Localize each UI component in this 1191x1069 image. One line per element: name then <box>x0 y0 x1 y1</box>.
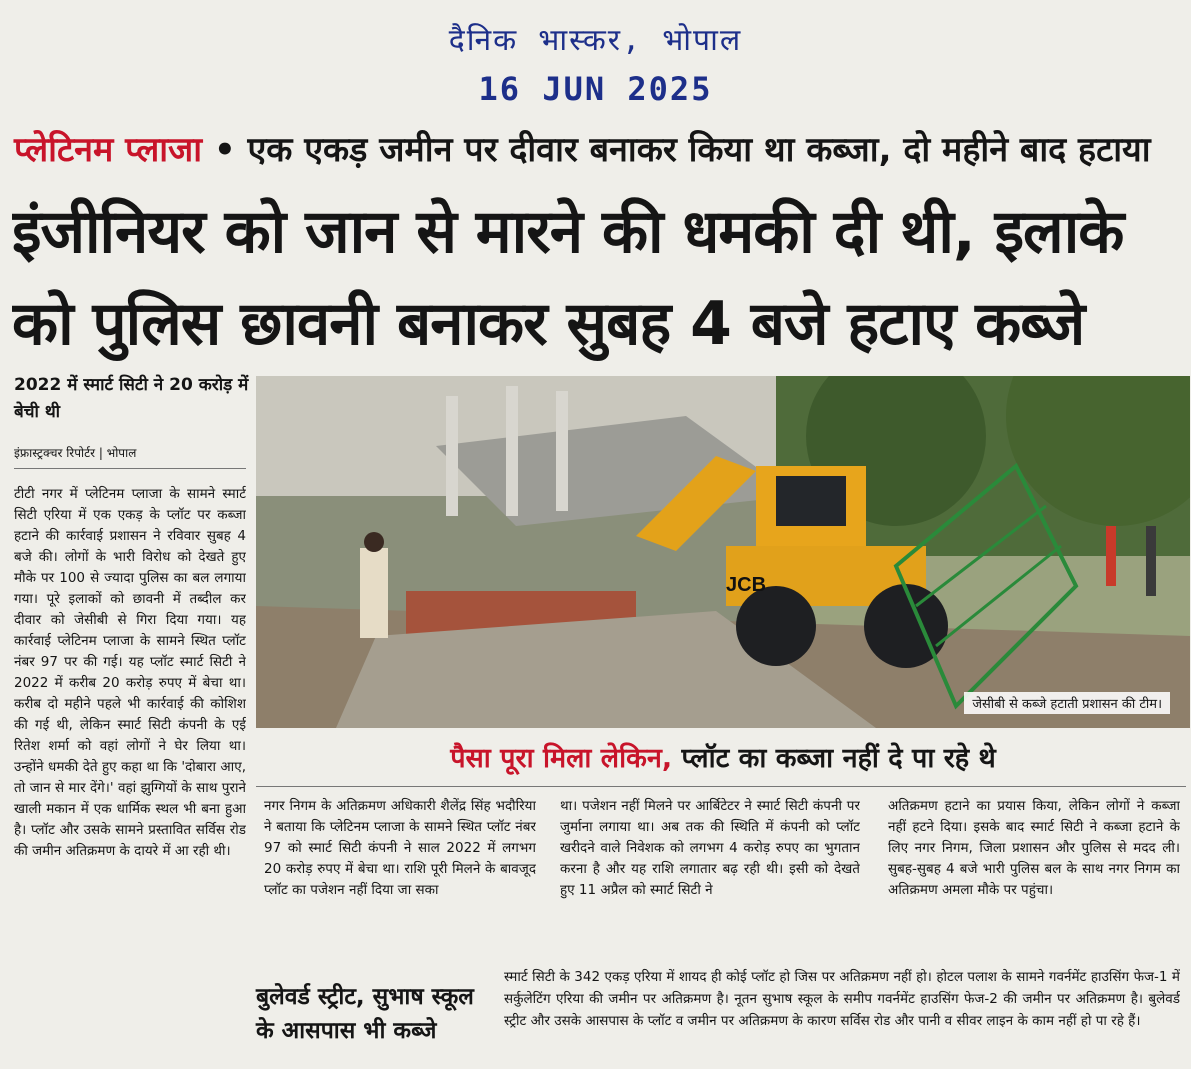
sub-heading: 2022 में स्मार्ट सिटी ने 20 करोड़ में बेची थी <box>14 375 249 422</box>
byline: इंफ्रास्ट्रक्चर रिपोर्टर | भोपाल <box>14 446 137 460</box>
section-subhead <box>256 734 1190 784</box>
headline-line-2: को पुलिस छावनी बनाकर सुबह 4 बजे हटाए कब्जे <box>12 289 1085 359</box>
headline-line-1: इंजीनियर को जान से मारने की धमकी दी थी, इलाके <box>12 197 1124 267</box>
article-column-4: अतिक्रमण हटाने का प्रयास किया, लेकिन लोगों ने कब्जा नहीं हटने दिया। इसके बाद स्मार्ट सिटी ने कब्जा हटाने के लिए नगर निगम, जिला प्रशासन और पुलिस से मदद ली। सुबह-सुबह 4 बजे भारी पुलिस बल के साथ नगर निगम का अतिक्रमण अमला मौके पर पहुंचा। <box>888 798 1180 898</box>
kicker-text: • एक एकड़ जमीन पर दीवार बनाकर किया था कब्जा, दो महीने बाद हटाया <box>213 130 1151 170</box>
byline-divider <box>14 468 246 469</box>
subhead-black: प्लॉट का कब्जा नहीं दे पा रहे थे <box>681 743 996 774</box>
article-column-3: था। पजेशन नहीं मिलने पर आर्बिटेटर ने स्मार्ट सिटी कंपनी पर जुर्माना लगाया था। अब तक की स्थिति में कंपनी को प्लॉट खरीदने वाले निवेशक को लगभग 4 करोड़ रुपए का भुगतान करना है और यह राशि लगातार बढ़ रही थी। इसी को देखते हुए 11 अप्रैल को स्मार्ट सिटी ने <box>560 798 860 898</box>
subhead-divider <box>256 786 1186 787</box>
headline <box>12 186 1187 370</box>
article-column-1: टीटी नगर में प्लेटिनम प्लाजा के सामने स्मार्ट सिटी एरिया में एक एकड़ के प्लॉट पर कब्जा हटाने की कार्रवाई प्रशासन ने रविवार सुबह 4 बजे की। लोगों के भारी विरोध को देखते हुए मौके पर 100 से ज्यादा पुलिस का बल लगाया गया। पूरे इलाकों को छावनी में तब्दील कर दीवार को जेसीबी से गिरा दिया गया। यह कार्रवाई प्लेटिनम प्लाजा के सामने स्थित प्लॉट नंबर 97 पर की गई। यह प्लॉट स्मार्ट सिटी ने 2022 में करीब 20 करोड़ रुपए में बेचा था। करीब दो महीने पहले भी कार्रवाई की कोशिश की गई थी, लेकिन स्मार्ट सिटी कंपनी के एई रितेश शर्मा को वहां लोगों ने घेर लिया था। उन्होंने धमकी देते हुए कहा था कि 'दोबारा आए, तो जान से मार देंगे।' वहां झुग्गियों के साथ पुराने खाली मकान में एक धार्मिक स्थल भी बना हुआ है। प्लॉट और उसके सामने प्रस्तावित सर्विस रोड की जमीन अतिक्रमण के दायरे में आ रही थी। <box>14 486 246 859</box>
photo-caption: जेसीबी से कब्जे हटाती प्रशासन की टीम। <box>964 692 1170 714</box>
newspaper-stamp: दैनिक भास्कर, भोपाल <box>448 23 743 58</box>
demolition-photo-illustration <box>256 376 1190 728</box>
date-stamp: 16 JUN 2025 <box>478 70 713 108</box>
kicker <box>14 128 1184 172</box>
kicker-label: प्लेटिनम प्लाजा <box>14 130 203 170</box>
news-photo <box>256 376 1190 728</box>
subhead-red: पैसा पूरा मिला लेकिन, <box>450 743 673 774</box>
box-text: स्मार्ट सिटी के 342 एकड़ एरिया में शायद ही कोई प्लॉट हो जिस पर अतिक्रमण नहीं हो। होटल पलाश के सामने गवर्नमेंट हाउसिंग फेज-1 में सर्कुलेटिंग एरिया की जमीन पर अतिक्रमण है। नूतन सुभाष स्कूल के समीप गवर्नमेंट हाउसिंग फेज-2 की जमीन पर अतिक्रमण है। बुलेवर्ड स्ट्रीट और उसके आसपास के प्लॉट व जमीन पर अतिक्रमण के कारण सर्विस रोड और पानी व सीवर लाइन के काम नहीं हो पा रहे हैं। <box>504 969 1180 1029</box>
box-title: बुलेवर्ड स्ट्रीट, सुभाष स्कूल के आसपास भी कब्जे <box>256 984 474 1044</box>
article-column-2: नगर निगम के अतिक्रमण अधिकारी शैलेंद्र सिंह भदौरिया ने बताया कि प्लेटिनम प्लाजा के सामने स्थित प्लॉट नंबर 97 को स्मार्ट सिटी कंपनी ने साल 2022 में लगभग 20 करोड़ रुपए में बेचा था। राशि पूरी मिलने के बावजूद प्लॉट का पजेशन नहीं दिया जा सका <box>264 798 536 898</box>
jcb-logo: JCB <box>726 574 767 596</box>
